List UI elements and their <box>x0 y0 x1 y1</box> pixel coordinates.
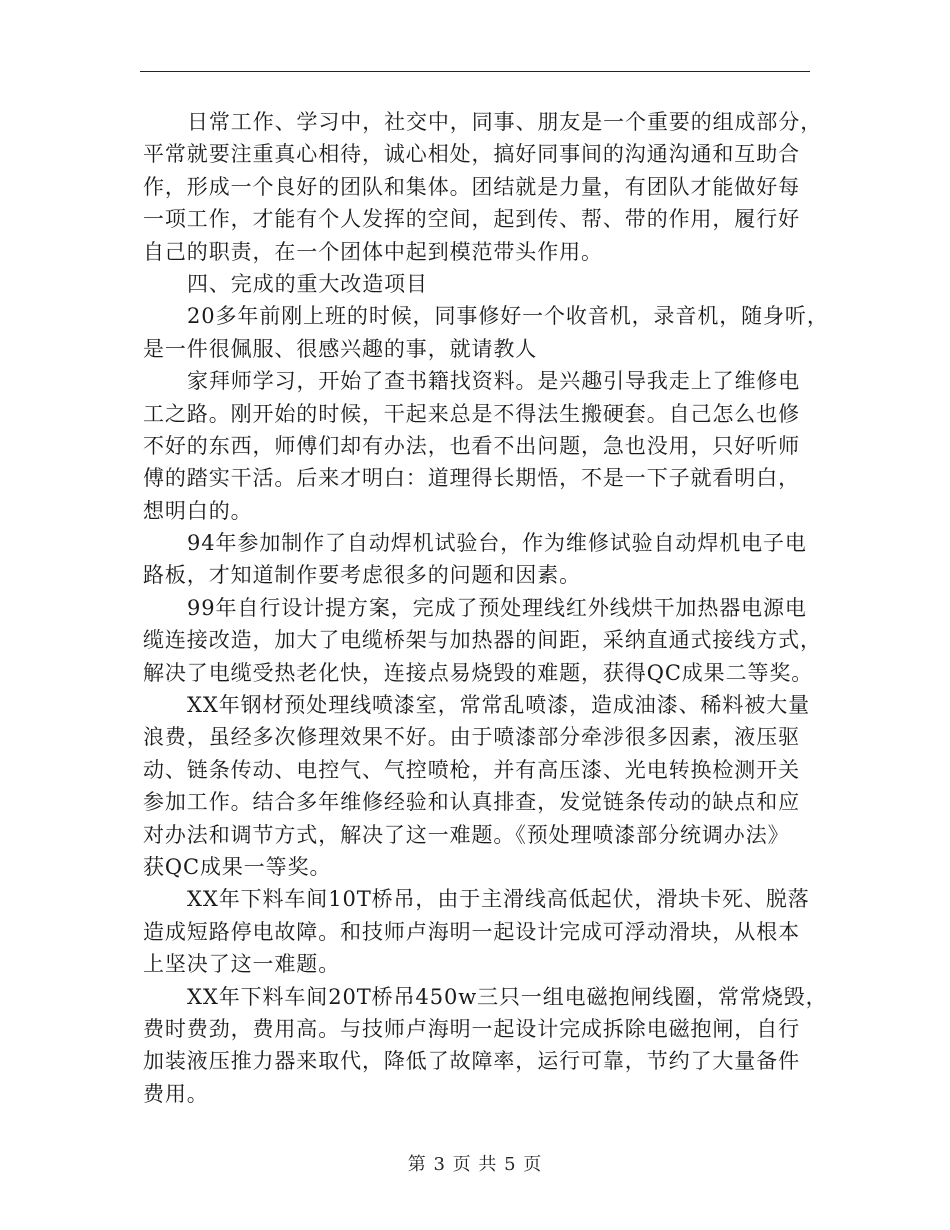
text-line: 动、链条传动、电控气、气控喷枪，并有高压漆、光电转换检测开关 <box>143 757 800 782</box>
text-line: 参加工作。结合多年维修经验和认真排查，发觉链条传动的缺点和应 <box>143 790 800 815</box>
text-line: 94年参加制作了自动焊机试验台，作为维修试验自动焊机电子电 <box>187 531 807 556</box>
text-line: 家拜师学习，开始了查书籍找资料。是兴趣引导我走上了维修电 <box>187 369 801 394</box>
text-line: 获QC成果一等奖。 <box>143 854 332 879</box>
text-line: XX年钢材预处理线喷漆室，常常乱喷漆，造成油漆、稀料被大量 <box>187 693 810 718</box>
text-line: XX年下料车间10T桥吊，由于主滑线高低起伏，滑块卡死、脱落 <box>187 887 810 912</box>
text-line: 路板，才知道制作要考虑很多的问题和因素。 <box>143 563 581 588</box>
text-line: 缆连接改造，加大了电缆桥架与加热器的间距，采纳直通式接线方式， <box>143 628 822 653</box>
text-line: 对办法和调节方式，解决了这一难题。《预处理喷漆部分统调办法》 <box>143 822 790 847</box>
text-line: 日常工作、学习中，社交中，同事、朋友是一个重要的组成部分， <box>187 110 823 134</box>
text-line: 自己的职责，在一个团体中起到模范带头作用。 <box>143 239 603 264</box>
text-line: 不好的东西，师傅们却有办法，也看不出问题，急也没用，只好听师 <box>143 433 800 458</box>
header-rule <box>140 71 810 72</box>
text-line: 平常就要注重真心相待，诚心相处，搞好同事间的沟通沟通和互助合 <box>143 142 800 167</box>
text-line: 费时费劲，费用高。与技师卢海明一起设计完成拆除电磁抱闸，自行 <box>143 1016 800 1041</box>
text-line: 费用。 <box>143 1081 209 1106</box>
text-line: 工之路。刚开始的时候，干起来总是不得法生搬硬套。自己怎么也修 <box>143 401 800 426</box>
text-line: 想明白的。 <box>143 498 253 523</box>
text-line: 解决了电缆受热老化快，连接点易烧毁的难题，获得QC成果二等奖。 <box>143 660 814 685</box>
section-heading: 四、完成的重大改造项目 <box>187 271 428 296</box>
text-line: 99年自行设计提方案，完成了预处理线红外线烘干加热器电源电 <box>187 595 807 620</box>
text-line: XX年下料车间20T桥吊450w三只一组电磁抱闸线圈，常常烧毁， <box>187 984 828 1009</box>
text-line: 加装液压推力器来取代，降低了故障率，运行可靠，节约了大量备件 <box>143 1049 800 1074</box>
text-line: 是一件很佩服、很感兴趣的事，就请教人 <box>143 336 538 361</box>
page-footer: 第 3 页 共 5 页 <box>407 1154 543 1175</box>
text-line: 一项工作，才能有个人发挥的空间，起到传、帮、带的作用，履行好 <box>143 207 800 232</box>
text-line: 作，形成一个良好的团队和集体。团结就是力量，有团队才能做好每 <box>143 174 800 199</box>
text-line: 傅的踏实干活。后来才明白：道理得长期悟，不是一下子就看明白， <box>143 466 800 491</box>
text-line: 20多年前刚上班的时候，同事修好一个收音机，录音机，随身听， <box>187 304 829 329</box>
text-line: 上坚决了这一难题。 <box>143 952 341 977</box>
text-line: 造成短路停电故障。和技师卢海明一起设计完成可浮动滑块，从根本 <box>143 919 800 944</box>
document-body <box>143 106 829 1110</box>
text-line: 浪费，虽经多次修理效果不好。由于喷漆部分牵涉很多因素，液压驱 <box>143 725 800 750</box>
